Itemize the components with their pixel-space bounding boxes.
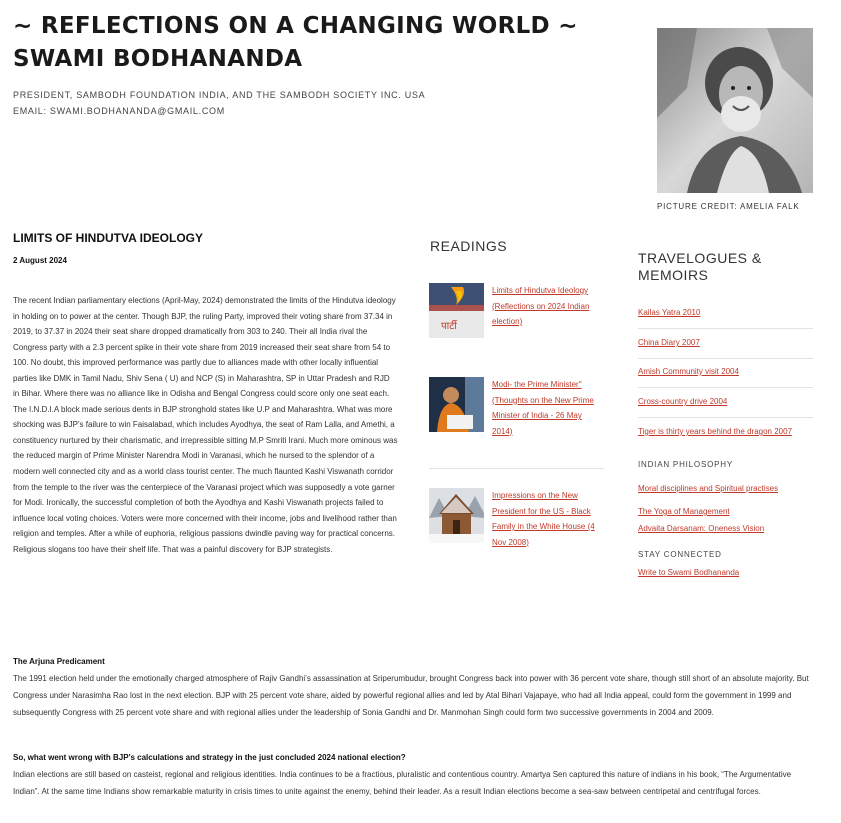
readings-heading: READINGS xyxy=(430,238,508,254)
temple-snow-thumbnail-icon[interactable] xyxy=(429,488,484,543)
article-body: The recent Indian parliamentary elections (April-May, 2024) demonstrated the limits of the Hindutva ideology in holding on to power at the center. Though BJP, the ruling Party, improved their voting share from 37.34 in 2019, to 37.37 in 2024 their seat share dropped dramatically from 303 to 240. Their all India rival the Congress party with a 2.3 percent spike in their vote share from 2019 increased their seat share from 54 to 100. No doubt, this improved performance was partly due to alliances made with other locally influential parties like DMK in Tamil Nadu, Shiv Sena ( U) and NCP (S) in Maharashtra, SP in Uttar Pradesh and RJD in Bihar. Where there was no alliance like in Odisha and Bengal Congress could score only one seat each. The I.N.D.I.A block made serious dents in BJP stronghold states like U.P and Maharashtra. What was more shocking was BJP’s failure to win Faisalabad, which includes Ayodhya, the seat of Ram Lalla, and Amethi, a constituency nurtured by their charismatic, and irrepressible sitting M.P Smriti Irani. Much more ominous was the reduced margin of Prime Minister Narendra Modi in Varanasi, which he nursed to the splendor of a modern well connected city and as a world class tourist center. The much flaunted Kashi Viswanath corridor from the temple to the river was the centerpiece of the Varanasi project which was supposedly a vote garner for Modi. Ironically, the successful completion of both the Ayodhya and Kashi Viswanath projects failed to influence local voting choices. Voters were more concerned with their income, jobs and livelihood rather than religion and temples. After a while of euphoria, religious passions dwindle paving way for practical concerns. Religious slogans too have their shelf life. That was a painful discovery for BJP strategists. xyxy=(13,296,398,554)
philosophy-link-advaita[interactable]: Advaita Darsanam: Oneness Vision xyxy=(638,524,765,533)
article-date: 2 August 2024 xyxy=(13,256,67,265)
philosophy-heading: INDIAN PHILOSOPHY xyxy=(638,460,733,469)
photo-credit: PICTURE CREDIT: AMELIA FALK xyxy=(657,202,800,211)
philosophy-link-yoga[interactable]: The Yoga of Management xyxy=(638,507,730,516)
site-title-line2: SWAMI BODHANANDA xyxy=(13,46,303,72)
travelogues-heading: TRAVELOGUES & MEMOIRS xyxy=(638,250,762,283)
svg-text:पार्टी: पार्टी xyxy=(441,321,457,332)
travel-link-china[interactable]: China Diary 2007 xyxy=(638,338,700,347)
stay-connected-heading: STAY CONNECTED xyxy=(638,550,722,559)
contact-link[interactable]: Write to Swami Bodhananda xyxy=(638,568,740,577)
travel-link-cross-country[interactable]: Cross-country drive 2004 xyxy=(638,397,728,406)
rally-thumbnail-icon[interactable] xyxy=(429,283,484,338)
travel-divider xyxy=(638,328,813,329)
travel-link-kailas[interactable]: Kailas Yatra 2010 xyxy=(638,308,701,317)
author-portrait xyxy=(657,28,813,193)
article-title: LIMITS OF HINDUTVA IDEOLOGY xyxy=(13,231,203,245)
travel-divider xyxy=(638,358,813,359)
site-title-line1: ~ REFLECTIONS ON A CHANGING WORLD ~ xyxy=(13,13,578,39)
author-role: PRESIDENT, SAMBODH FOUNDATION INDIA, AND THE SAMBODH SOCIETY INC. USA xyxy=(13,90,426,100)
reading-link-us-president[interactable]: Impressions on the New President for the US - Black Family in the White House (4 Nov 2008) xyxy=(492,491,595,547)
travel-divider xyxy=(638,417,813,418)
swami-reading-thumbnail-icon[interactable] xyxy=(429,377,484,432)
section-body-arjuna: The 1991 election held under the emotionally charged atmosphere of Rajiv Gandhi’s assassination at Sriperumbudur, brought Congress back into power with 36 percent vote share, though still short of an absolute majority. But Congress under Narasimha Rao lost in the next election. BJP with 25 percent vote share, aided by powerful regional allies and led by Atal Bihari Vajapaye, who had all India appeal, could form the government in 1999 and subsequently Congress with 25 percent vote share and with regional allies under the leadership of Sonia Gandhi and Dr. Manmohan Singh could form two successive governments in 2004 and 2009. xyxy=(13,674,809,717)
travel-link-amish[interactable]: Amish Community visit 2004 xyxy=(638,367,739,376)
readings-divider xyxy=(429,468,604,469)
reading-link-hindutva[interactable]: Limits of Hindutva Ideology (Reflections on 2024 Indian election) xyxy=(492,286,590,326)
philosophy-link-moral[interactable]: Moral disciplines and Spiritual practises xyxy=(638,484,779,493)
reading-link-modi[interactable]: Modi- the Prime Minister" (Thoughts on the New Prime Minister of India - 26 May 2014) xyxy=(492,380,594,436)
email-address: SWAMI.BODHANANDA@GMAIL.COM xyxy=(49,106,225,116)
section-heading-arjuna: The Arjuna Predicament xyxy=(13,657,105,666)
site-title xyxy=(13,10,613,76)
travel-link-tiger[interactable]: Tiger is thirty years behind the dragon 2007 xyxy=(638,427,793,436)
travel-divider xyxy=(638,387,813,388)
section-heading-what-went-wrong: So, what went wrong with BJP’s calculations and strategy in the just concluded 2024 national election? xyxy=(13,753,406,762)
author-email-line xyxy=(13,106,225,116)
section-body-what-went-wrong: Indian elections are still based on casteist, regional and religious identities. India continues to be a fractious, pluralistic and contentious country. Amartya Sen captured this nature of indians in his book, “The Argumentative Indian”. At the same time Indians show remarkable maturity in crisis times to unite against the enemy, behind their leader. As a result Indian elections become a sea-saw between centripetal and centrifugal forces. xyxy=(13,770,792,796)
email-label: EMAIL: xyxy=(13,106,47,116)
